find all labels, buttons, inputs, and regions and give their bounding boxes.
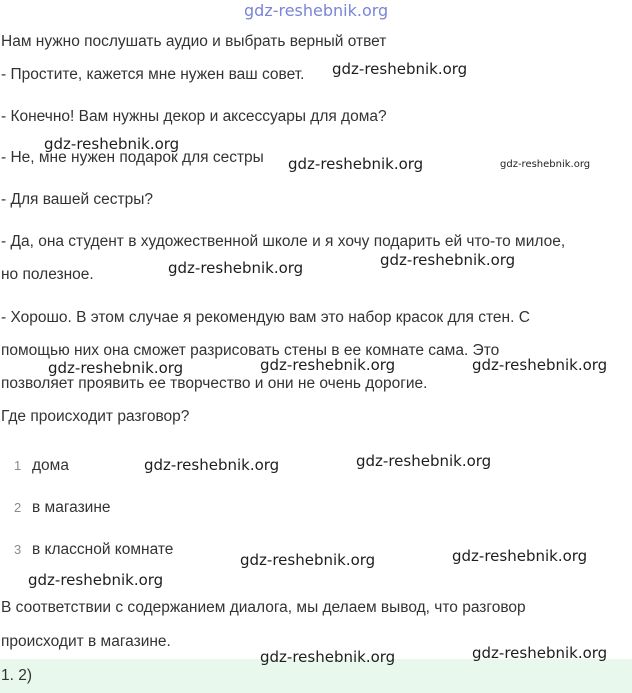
option-number: 2 xyxy=(14,500,22,515)
watermark: gdz-reshebnik.org xyxy=(240,551,376,569)
dialogue-line-7: - Хорошо. В этом случае я рекомендую вам это набор красок для стен. С xyxy=(1,309,530,326)
dialogue-line-9: позволяет проявить ее творчество и они не очень дорогие. xyxy=(1,375,428,392)
watermark: gdz-reshebnik.org xyxy=(452,547,588,565)
dialogue-line-3: - Не, мне нужен подарок для сестры xyxy=(1,149,264,166)
dialogue-line-5: - Да, она студент в художественной школе и я хочу подарить ей что-то милое, xyxy=(1,233,566,250)
watermark: gdz-reshebnik.org xyxy=(260,648,396,666)
watermark: gdz-reshebnik.org xyxy=(380,251,516,269)
option-3 xyxy=(14,540,173,560)
header-watermark: gdz-reshebnik.org xyxy=(244,1,389,20)
option-2 xyxy=(14,498,111,518)
watermark: gdz-reshebnik.org xyxy=(356,452,492,470)
explanation-line-1: В соответствии с содержанием диалога, мы делаем вывод, что разговор xyxy=(1,599,526,616)
dialogue-line-6: но полезное. xyxy=(1,266,94,283)
watermark: gdz-reshebnik.org xyxy=(144,456,280,474)
option-1 xyxy=(14,456,69,476)
task-instruction: Нам нужно послушать аудио и выбрать верный ответ xyxy=(1,33,387,50)
option-number: 1 xyxy=(14,458,22,473)
dialogue-line-1: - Простите, кажется мне нужен ваш совет. xyxy=(1,66,305,83)
answer-text: 1. 2) xyxy=(1,667,33,684)
watermark: gdz-reshebnik.org xyxy=(500,159,591,170)
option-number: 3 xyxy=(14,542,22,557)
watermark: gdz-reshebnik.org xyxy=(472,644,608,662)
option-label: в магазине xyxy=(32,499,111,516)
dialogue-line-2: - Конечно! Вам нужны декор и аксессуары для дома? xyxy=(1,108,387,125)
watermark: gdz-reshebnik.org xyxy=(28,571,164,589)
watermark: gdz-reshebnik.org xyxy=(168,259,304,277)
dialogue-line-4: - Для вашей сестры? xyxy=(1,191,154,208)
watermark: gdz-reshebnik.org xyxy=(44,135,180,153)
dialogue-line-8: помощью них она сможет разрисовать стены в ее комнате сама. Это xyxy=(1,342,500,359)
watermark: gdz-reshebnik.org xyxy=(260,356,396,374)
question-text: Где происходит разговор? xyxy=(1,408,190,425)
watermark: gdz-reshebnik.org xyxy=(472,356,608,374)
option-label: в классной комнате xyxy=(32,541,174,558)
watermark: gdz-reshebnik.org xyxy=(288,155,424,173)
watermark: gdz-reshebnik.org xyxy=(48,359,184,377)
option-label: дома xyxy=(32,457,69,474)
explanation-line-2: происходит в магазине. xyxy=(1,633,171,650)
watermark: gdz-reshebnik.org xyxy=(332,60,468,78)
